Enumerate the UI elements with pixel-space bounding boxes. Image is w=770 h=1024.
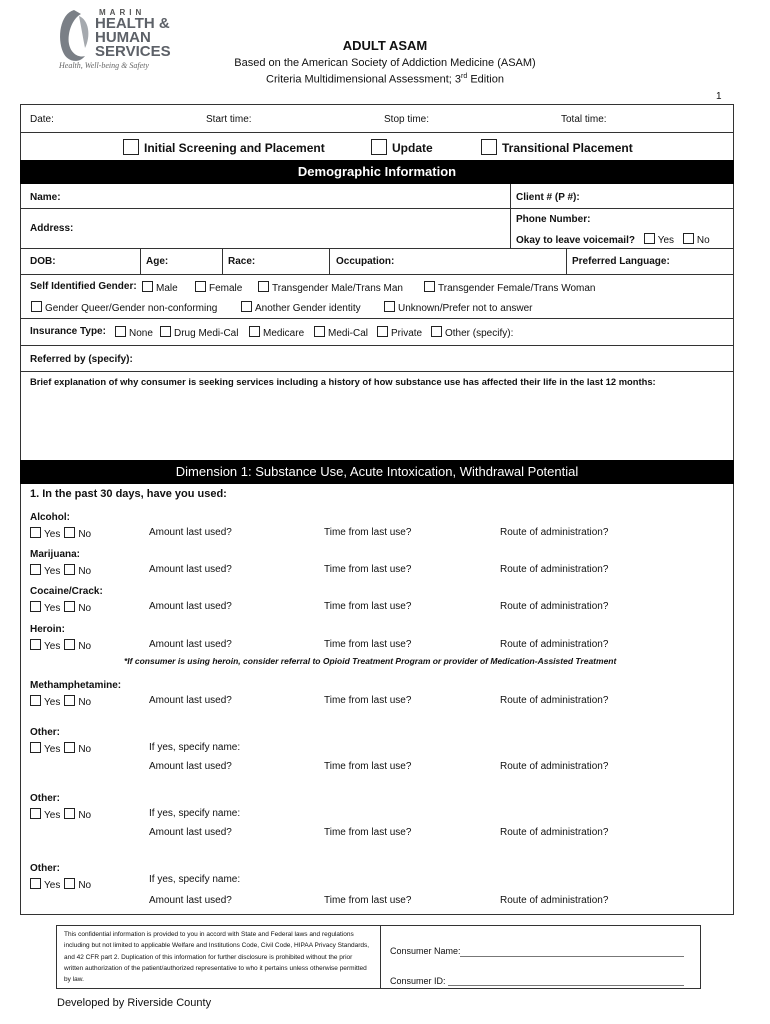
substance-name: Other: bbox=[30, 793, 60, 804]
subtitle-2 bbox=[0, 73, 770, 86]
address-field[interactable]: Address: bbox=[30, 223, 74, 234]
amount-last-used-field[interactable]: Amount last used? bbox=[149, 527, 232, 538]
logo-marin: MARIN bbox=[99, 8, 146, 17]
transitional-checkbox-box-icon[interactable] bbox=[481, 139, 497, 155]
gender-label: Self Identified Gender: bbox=[30, 281, 137, 292]
time-from-last-use-field[interactable]: Time from last use? bbox=[324, 695, 412, 706]
substance-yes-no bbox=[30, 639, 91, 652]
substance-yes-no bbox=[30, 808, 91, 821]
substance-no-checkbox[interactable] bbox=[64, 878, 75, 889]
occupation-field[interactable]: Occupation: bbox=[336, 256, 395, 267]
substance-yes-label: Yes bbox=[44, 603, 61, 614]
brief-explanation-field[interactable]: Brief explanation of why consumer is seeking services including a history of how substance use has affected their life in the last 12 months: bbox=[30, 376, 656, 387]
substance-yes-label: Yes bbox=[44, 810, 61, 821]
substance-no-checkbox[interactable] bbox=[64, 808, 75, 819]
substance-yes-checkbox[interactable] bbox=[30, 742, 41, 753]
subtitle-2-pre: Criteria Multidimensional Assessment; 3 bbox=[266, 73, 462, 86]
substance-name: Methamphetamine: bbox=[30, 680, 122, 691]
page-number: 1 bbox=[716, 91, 722, 102]
client-number-field[interactable]: Client # (P #): bbox=[516, 192, 580, 203]
substance-no-label: No bbox=[78, 744, 92, 755]
insurance-medi-cal-label: Medi-Cal bbox=[328, 328, 369, 339]
substance-yes-no bbox=[30, 742, 91, 755]
route-of-administration-field[interactable]: Route of administration? bbox=[500, 639, 609, 650]
substance-no-label: No bbox=[78, 566, 92, 577]
heroin-note: *If consumer is using heroin, consider referral to Opioid Treatment Program or provider of Medication-Assisted Treatment bbox=[124, 656, 617, 666]
race-field[interactable]: Race: bbox=[228, 256, 256, 267]
voicemail-yes-label: Yes bbox=[657, 235, 675, 246]
logo-line1: HEALTH & bbox=[95, 15, 170, 32]
subtitle-2-post: Edition bbox=[467, 73, 504, 86]
date-label[interactable]: Date: bbox=[30, 114, 54, 125]
dimension1-section-header: Dimension 1: Substance Use, Acute Intoxication, Withdrawal Potential bbox=[20, 460, 734, 484]
subtitle-2-sup: rd bbox=[461, 73, 468, 80]
insurance-medicare[interactable] bbox=[249, 326, 304, 339]
dimension1-question: 1. In the past 30 days, have you used: bbox=[30, 488, 227, 500]
transitional-checkbox[interactable] bbox=[481, 139, 633, 155]
substance-yes-label: Yes bbox=[44, 529, 61, 540]
stop-time-label[interactable]: Stop time: bbox=[384, 114, 430, 125]
amount-last-used-field[interactable]: Amount last used? bbox=[149, 695, 232, 706]
gender-another-label: Another Gender identity bbox=[255, 303, 361, 314]
substance-yes-checkbox[interactable] bbox=[30, 695, 41, 706]
voicemail-no-checkbox[interactable] bbox=[683, 233, 694, 244]
gender-queer-label: Gender Queer/Gender non-conforming bbox=[45, 303, 218, 314]
initial-checkbox-box-icon[interactable] bbox=[123, 139, 139, 155]
specify-name-field[interactable]: If yes, specify name: bbox=[149, 874, 241, 885]
insurance-other-checkbox[interactable] bbox=[431, 326, 442, 337]
amount-last-used-field[interactable]: Amount last used? bbox=[149, 761, 232, 772]
substance-yes-no bbox=[30, 695, 91, 708]
insurance-label: Insurance Type: bbox=[30, 326, 106, 337]
route-of-administration-field[interactable]: Route of administration? bbox=[500, 761, 609, 772]
insurance-drug-medi-cal[interactable] bbox=[160, 326, 238, 339]
time-from-last-use-field[interactable]: Time from last use? bbox=[324, 527, 412, 538]
gender-unknown[interactable] bbox=[384, 301, 533, 314]
substance-yes-label: Yes bbox=[44, 880, 61, 891]
gender-trans-female-checkbox[interactable] bbox=[424, 281, 435, 292]
substance-no-checkbox[interactable] bbox=[64, 601, 75, 612]
insurance-private-checkbox[interactable] bbox=[377, 326, 388, 337]
insurance-medicare-checkbox[interactable] bbox=[249, 326, 260, 337]
substance-no-checkbox[interactable] bbox=[64, 639, 75, 650]
gender-trans-female-label: Transgender Female/Trans Woman bbox=[438, 283, 596, 294]
gender-male-checkbox[interactable] bbox=[142, 281, 153, 292]
insurance-other-label: Other (specify): bbox=[445, 328, 514, 339]
insurance-none-label: None bbox=[129, 328, 153, 339]
insurance-private-label: Private bbox=[391, 328, 423, 339]
age-field[interactable]: Age: bbox=[146, 256, 169, 267]
route-of-administration-field[interactable]: Route of administration? bbox=[500, 527, 609, 538]
insurance-none-checkbox[interactable] bbox=[115, 326, 126, 337]
specify-name-field[interactable]: If yes, specify name: bbox=[149, 742, 241, 753]
gender-trans-female[interactable] bbox=[424, 281, 595, 294]
time-from-last-use-field[interactable]: Time from last use? bbox=[324, 601, 412, 612]
substance-no-checkbox[interactable] bbox=[64, 695, 75, 706]
substance-yes-label: Yes bbox=[44, 744, 61, 755]
gender-queer-checkbox[interactable] bbox=[31, 301, 42, 312]
consumer-id-field[interactable]: Consumer ID: bbox=[390, 976, 446, 986]
initial-screening-label: Initial Screening and Placement bbox=[144, 141, 325, 155]
gender-another-checkbox[interactable] bbox=[241, 301, 252, 312]
substance-yes-label: Yes bbox=[44, 641, 61, 652]
voicemail-no-label: No bbox=[696, 235, 710, 246]
logo-line2: HUMAN bbox=[95, 29, 151, 46]
initial-screening-checkbox[interactable] bbox=[123, 139, 325, 155]
substance-yes-label: Yes bbox=[44, 697, 61, 708]
substance-yes-no bbox=[30, 878, 91, 891]
insurance-none[interactable] bbox=[115, 326, 153, 339]
logo-line3: SERVICES bbox=[95, 43, 171, 60]
route-of-administration-field[interactable]: Route of administration? bbox=[500, 827, 609, 838]
substance-yes-checkbox[interactable] bbox=[30, 808, 41, 819]
gender-female-label: Female bbox=[209, 283, 243, 294]
voicemail-yes-checkbox[interactable] bbox=[644, 233, 655, 244]
amount-last-used-field[interactable]: Amount last used? bbox=[149, 827, 232, 838]
gender-trans-male-checkbox[interactable] bbox=[258, 281, 269, 292]
gender-female[interactable] bbox=[195, 281, 242, 294]
insurance-drug-medi-cal-checkbox[interactable] bbox=[160, 326, 171, 337]
voicemail-row bbox=[516, 233, 710, 246]
update-checkbox-box-icon[interactable] bbox=[371, 139, 387, 155]
time-from-last-use-field[interactable]: Time from last use? bbox=[324, 895, 412, 906]
phone-number-field[interactable]: Phone Number: bbox=[516, 214, 591, 225]
amount-last-used-field[interactable]: Amount last used? bbox=[149, 639, 232, 650]
substance-yes-no bbox=[30, 564, 91, 577]
gender-male-label: Male bbox=[156, 283, 178, 294]
consumer-name-field[interactable]: Consumer Name: bbox=[390, 946, 461, 956]
substance-no-label: No bbox=[78, 529, 92, 540]
insurance-other[interactable] bbox=[431, 326, 513, 339]
gender-trans-male[interactable] bbox=[258, 281, 403, 294]
substance-no-label: No bbox=[78, 880, 92, 891]
substance-yes-checkbox[interactable] bbox=[30, 527, 41, 538]
logo-tagline: Health, Well-being & Safety bbox=[59, 61, 149, 70]
specify-name-field[interactable]: If yes, specify name: bbox=[149, 808, 241, 819]
substance-no-label: No bbox=[78, 810, 92, 821]
time-from-last-use-field[interactable]: Time from last use? bbox=[324, 564, 412, 575]
amount-last-used-field[interactable]: Amount last used? bbox=[149, 601, 232, 612]
insurance-drug-medi-cal-label: Drug Medi-Cal bbox=[174, 328, 239, 339]
substance-name: Alcohol: bbox=[30, 512, 70, 523]
route-of-administration-field[interactable]: Route of administration? bbox=[500, 601, 609, 612]
substance-yes-label: Yes bbox=[44, 566, 61, 577]
substance-yes-checkbox[interactable] bbox=[30, 601, 41, 612]
preferred-language-field[interactable]: Preferred Language: bbox=[572, 256, 670, 267]
insurance-medi-cal-checkbox[interactable] bbox=[314, 326, 325, 337]
subtitle-1: Based on the American Society of Addiction Medicine (ASAM) bbox=[234, 57, 536, 69]
gender-unknown-checkbox[interactable] bbox=[384, 301, 395, 312]
gender-female-checkbox[interactable] bbox=[195, 281, 206, 292]
gender-unknown-label: Unknown/Prefer not to answer bbox=[398, 303, 533, 314]
insurance-private[interactable] bbox=[377, 326, 422, 339]
gender-another[interactable] bbox=[241, 301, 361, 314]
amount-last-used-field[interactable]: Amount last used? bbox=[149, 895, 232, 906]
substance-name: Cocaine/Crack: bbox=[30, 586, 103, 597]
voicemail-label: Okay to leave voicemail? bbox=[516, 235, 635, 246]
form-frame bbox=[20, 104, 734, 915]
name-field[interactable]: Name: bbox=[30, 192, 61, 203]
update-label: Update bbox=[392, 141, 433, 155]
substance-yes-no bbox=[30, 601, 91, 614]
gender-queer[interactable] bbox=[31, 301, 217, 314]
time-from-last-use-field[interactable]: Time from last use? bbox=[324, 761, 412, 772]
developed-by: Developed by Riverside County bbox=[57, 997, 212, 1009]
substance-name: Other: bbox=[30, 727, 60, 738]
transitional-label: Transitional Placement bbox=[502, 141, 633, 155]
total-time-label[interactable]: Total time: bbox=[561, 114, 607, 125]
substance-no-label: No bbox=[78, 697, 92, 708]
substance-yes-checkbox[interactable] bbox=[30, 639, 41, 650]
substance-yes-no bbox=[30, 527, 91, 540]
insurance-medicare-label: Medicare bbox=[263, 328, 305, 339]
insurance-medi-cal[interactable] bbox=[314, 326, 368, 339]
substance-no-checkbox[interactable] bbox=[64, 527, 75, 538]
substance-no-label: No bbox=[78, 641, 92, 652]
substance-no-checkbox[interactable] bbox=[64, 742, 75, 753]
demographic-section-header: Demographic Information bbox=[20, 160, 734, 184]
time-from-last-use-field[interactable]: Time from last use? bbox=[324, 639, 412, 650]
referred-by-field[interactable]: Referred by (specify): bbox=[30, 354, 133, 365]
substance-name: Other: bbox=[30, 863, 60, 874]
route-of-administration-field[interactable]: Route of administration? bbox=[500, 895, 609, 906]
gender-trans-male-label: Transgender Male/Trans Man bbox=[272, 283, 403, 294]
amount-last-used-field[interactable]: Amount last used? bbox=[149, 564, 232, 575]
confidential-notice: This confidential information is provided to you in accord with State and Federal laws and regulations including but not limited to applicable Welfare and Institutions Code, Civil Code, HIPAA Privacy Standards, and 42 CFR part 2. Duplication of this information for further disclosure is prohibited without the prior written authorization of the patient/authorized representative to who it pertains unless otherwise permitted by law. bbox=[64, 931, 370, 984]
start-time-label[interactable]: Start time: bbox=[206, 114, 252, 125]
substance-yes-checkbox[interactable] bbox=[30, 878, 41, 889]
substance-name: Marijuana: bbox=[30, 549, 81, 560]
update-checkbox[interactable] bbox=[371, 139, 433, 155]
substance-yes-checkbox[interactable] bbox=[30, 564, 41, 575]
route-of-administration-field[interactable]: Route of administration? bbox=[500, 564, 609, 575]
route-of-administration-field[interactable]: Route of administration? bbox=[500, 695, 609, 706]
substance-no-label: No bbox=[78, 603, 92, 614]
gender-male[interactable] bbox=[142, 281, 178, 294]
dob-field[interactable]: DOB: bbox=[30, 256, 56, 267]
substance-no-checkbox[interactable] bbox=[64, 564, 75, 575]
time-from-last-use-field[interactable]: Time from last use? bbox=[324, 827, 412, 838]
substance-name: Heroin: bbox=[30, 624, 65, 635]
page-title: ADULT ASAM bbox=[342, 38, 428, 53]
